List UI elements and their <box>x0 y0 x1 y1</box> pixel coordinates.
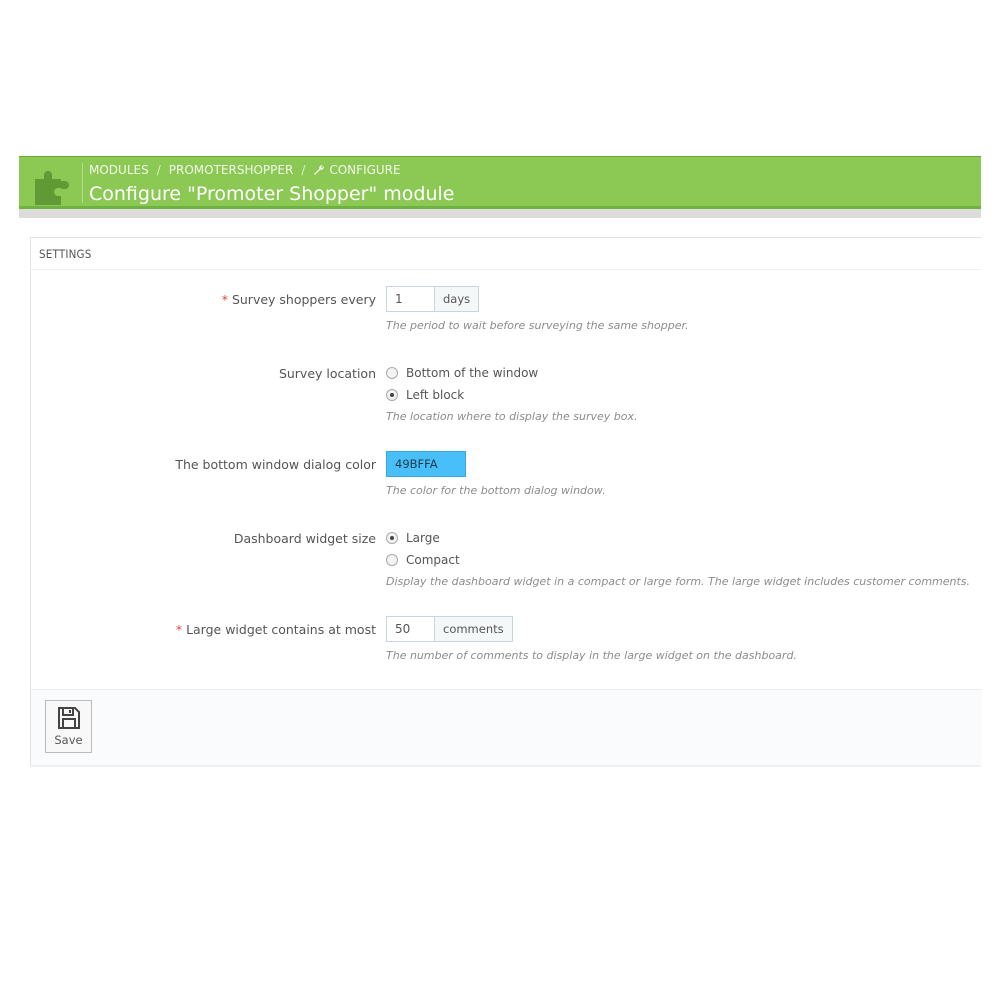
max-comments-unit: comments <box>434 616 513 642</box>
dialog-color-input[interactable]: 49BFFA <box>386 451 466 477</box>
radio-button-selected[interactable] <box>386 532 398 544</box>
widget-size-option-compact[interactable] <box>386 549 460 571</box>
panel-footer <box>31 689 982 765</box>
required-mark: * <box>221 292 228 307</box>
survey-location-option-bottom[interactable] <box>386 362 538 384</box>
widget-size-option-large[interactable] <box>386 527 460 549</box>
header-bottom-bar <box>19 209 981 218</box>
survey-every-input[interactable]: 1 <box>386 286 434 312</box>
breadcrumb-separator: / <box>156 163 161 177</box>
breadcrumb-modules[interactable]: MODULES <box>89 163 149 177</box>
widget-size-options <box>386 527 460 571</box>
save-button[interactable] <box>45 700 92 753</box>
max-comments-label <box>176 622 376 637</box>
wrench-icon <box>313 164 325 176</box>
floppy-disk-icon <box>56 705 82 731</box>
max-comments-input[interactable]: 50 <box>386 616 434 642</box>
survey-every-unit: days <box>434 286 479 312</box>
breadcrumb-module[interactable]: PROMOTERSHOPPER <box>168 163 294 177</box>
header-divider <box>82 163 83 203</box>
radio-button[interactable] <box>386 554 398 566</box>
survey-every-help: The period to wait before surveying the same shopper. <box>386 319 689 332</box>
max-comments-help: The number of comments to display in the large widget on the dashboard. <box>386 649 797 662</box>
survey-every-label <box>222 292 376 307</box>
max-comments-input-group <box>386 616 513 642</box>
breadcrumb <box>89 163 401 177</box>
option-label: Compact <box>406 553 460 567</box>
option-label: Bottom of the window <box>406 366 539 380</box>
widget-size-label: Dashboard widget size <box>233 531 376 546</box>
max-comments-label-text: Large widget contains at most <box>186 622 376 637</box>
panel-heading: SETTINGS <box>31 238 981 270</box>
page-title: Configure "Promoter Shopper" module <box>89 183 455 205</box>
puzzle-icon <box>31 163 75 205</box>
breadcrumb-separator: / <box>301 163 306 177</box>
survey-every-input-group <box>386 286 479 312</box>
radio-button-selected[interactable] <box>386 389 398 401</box>
page-header <box>19 156 981 218</box>
survey-location-label: Survey location <box>278 366 376 381</box>
widget-size-help: Display the dashboard widget in a compact or large form. The large widget includes customer comments. <box>386 575 971 588</box>
radio-button[interactable] <box>386 367 398 379</box>
survey-location-option-left[interactable] <box>386 384 538 406</box>
required-mark: * <box>175 622 183 637</box>
option-label: Large <box>406 531 440 545</box>
survey-location-options <box>386 362 538 406</box>
breadcrumb-configure: CONFIGURE <box>329 163 401 177</box>
save-label: Save <box>54 733 83 747</box>
survey-location-help: The location where to display the survey box. <box>386 410 638 423</box>
dialog-color-label: The bottom window dialog color <box>175 457 376 472</box>
dialog-color-help: The color for the bottom dialog window. <box>386 484 606 497</box>
survey-every-label-text: Survey shoppers every <box>231 292 376 307</box>
option-label: Left block <box>406 388 465 402</box>
settings-panel <box>30 237 981 765</box>
